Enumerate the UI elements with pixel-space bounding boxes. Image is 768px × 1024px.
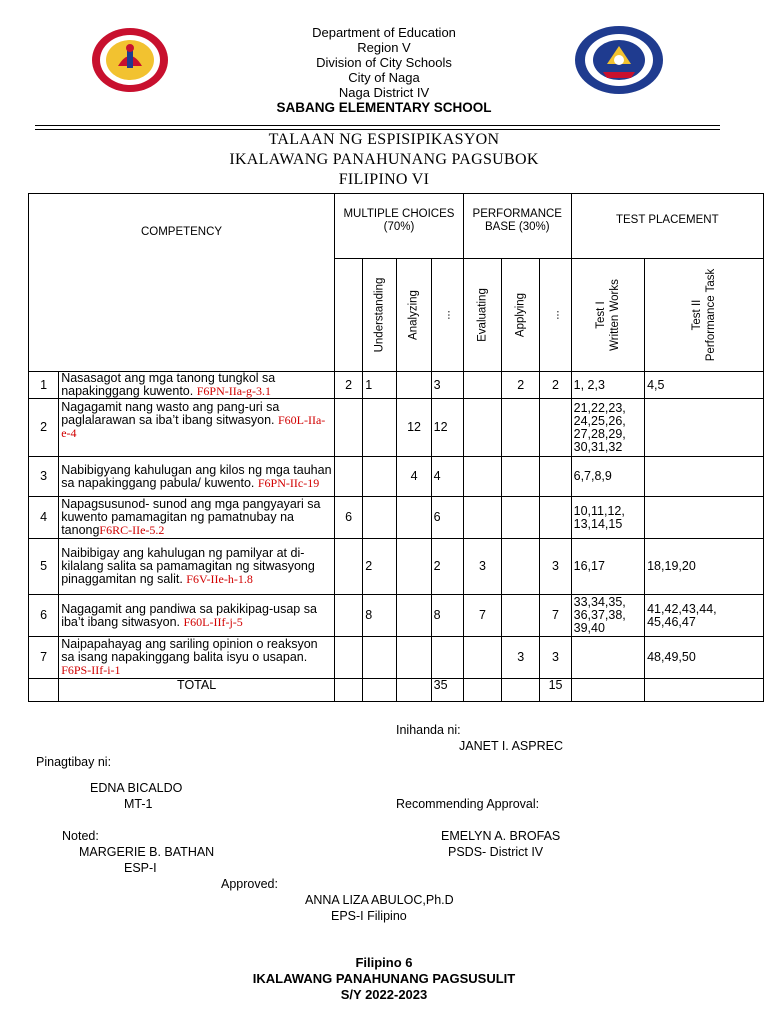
table-row	[29, 399, 764, 457]
sub-header-analyzing	[397, 259, 431, 372]
test2-sublabel: Performance Task	[705, 268, 718, 362]
total-c1	[335, 679, 363, 702]
header-test-placement: TEST PLACEMENT	[571, 194, 763, 259]
cell-c5	[463, 399, 501, 457]
row-number: 7	[29, 637, 59, 679]
cell-c7: 3	[540, 637, 571, 679]
total-t1	[571, 679, 644, 702]
recommending-approval-label: Recommending Approval:	[396, 797, 540, 811]
cell-c1	[335, 595, 363, 637]
cell-test1: 1, 2,3	[571, 372, 644, 399]
sub-header-test1-text	[594, 279, 622, 351]
cell-c1	[335, 399, 363, 457]
row-number: 5	[29, 539, 59, 595]
cell-c6: 3	[502, 637, 540, 679]
sub-header-blank	[335, 259, 363, 372]
specification-table	[28, 193, 764, 702]
cell-c3	[397, 497, 431, 539]
total-performance-base: 15	[540, 679, 571, 702]
total-c2	[363, 679, 397, 702]
cell-test2	[645, 457, 764, 497]
competency-cell	[59, 372, 335, 399]
total-label: TOTAL	[59, 679, 335, 702]
cell-c1: 2	[335, 372, 363, 399]
competency-text: Nagagamit nang wasto ang pang-uri sa paglalarawan sa iba’t ibang sitwasyon.	[61, 400, 280, 427]
sub-header-test2	[645, 259, 764, 372]
table-row	[29, 497, 764, 539]
cell-c3: 12	[397, 399, 431, 457]
cell-c4: 12	[431, 399, 463, 457]
competency-code: F6RC-IIe-5.2	[99, 523, 165, 537]
competency-text: Napagsusunod- sunod ang mga pangyayari sa kuwento pamamagitan ng pamatnubay na tanong	[61, 497, 321, 537]
cell-c3	[397, 637, 431, 679]
competency-code: F6PS-IIf-i-1	[61, 663, 121, 677]
sub-header-understanding-text: Understanding	[373, 277, 386, 353]
cell-c4: 3	[431, 372, 463, 399]
competency-code: F6PN-IIc-19	[257, 475, 320, 490]
table-row	[29, 637, 764, 679]
sub-header-test2-text	[690, 269, 718, 361]
competency-text: Nagagamit ang pandiwa sa pakikipag-usap sa iba’t ibang sitwasyon.	[61, 601, 317, 629]
header-department: Department of Education	[312, 25, 456, 40]
sub-header-evaluating	[463, 259, 501, 372]
test1-sublabel: Written Works	[608, 279, 621, 351]
cell-c2: 1	[363, 372, 397, 399]
cell-c4	[431, 637, 463, 679]
sub-header-mc-other	[431, 259, 463, 372]
cell-c2: 8	[363, 595, 397, 637]
cell-test2	[645, 399, 764, 457]
table-row	[29, 595, 764, 637]
footer-subject: Filipino 6	[355, 955, 413, 970]
cell-c6	[502, 399, 540, 457]
row-number: 4	[29, 497, 59, 539]
cell-test2: 41,42,43,44, 45,46,47	[645, 595, 764, 637]
cell-test2: 48,49,50	[645, 637, 764, 679]
competency-code: F6V-IIe-h-1.8	[186, 572, 253, 586]
cell-c6	[502, 497, 540, 539]
cell-test1: 16,17	[571, 539, 644, 595]
cell-c4: 6	[431, 497, 463, 539]
attested-by-label: Pinagtibay ni:	[36, 755, 112, 769]
sub-header-analyzing-text: Analyzing	[407, 290, 420, 340]
footer-school-year: S/Y 2022-2023	[340, 987, 428, 1002]
cell-c3	[397, 595, 431, 637]
header-divider	[35, 125, 720, 126]
header-region: Region V	[357, 40, 411, 55]
cell-c2	[363, 457, 397, 497]
cell-c7	[540, 457, 571, 497]
row-number: 1	[29, 372, 59, 399]
total-c3	[397, 679, 431, 702]
cell-test1	[571, 637, 644, 679]
table-row	[29, 457, 764, 497]
competency-text: Nabibigyang kahulugan ang kilos ng mga tauhan sa napakinggang pabula/ kuwento.	[61, 462, 332, 490]
competency-cell	[59, 399, 335, 457]
cell-c5	[463, 372, 501, 399]
cell-c1	[335, 457, 363, 497]
sub-header-pb-other	[540, 259, 571, 372]
noted-by-name: MARGERIE B. BATHAN	[79, 845, 215, 859]
recommending-position: PSDS- District IV	[448, 845, 544, 859]
cell-c5: 3	[463, 539, 501, 595]
cell-c3	[397, 539, 431, 595]
competency-text: Naipapahayag ang sariling opinion o reaksyon sa isang napakinggang balita isyu o usapan.	[61, 637, 318, 664]
test1-label: Test I	[594, 301, 607, 329]
cell-c6	[502, 539, 540, 595]
row-number: 6	[29, 595, 59, 637]
header-multiple-choices: MULTIPLE CHOICES (70%)	[335, 194, 464, 259]
competency-cell	[59, 595, 335, 637]
cell-test2: 18,19,20	[645, 539, 764, 595]
cell-c4: 8	[431, 595, 463, 637]
title-panahunan: IKALAWANG PANAHUNANG PAGSUBOK	[229, 151, 539, 168]
cell-test1: 33,34,35, 36,37,38, 39,40	[571, 595, 644, 637]
sub-header-test1	[571, 259, 644, 372]
prepared-by-name: JANET I. ASPREC	[459, 739, 563, 753]
sub-header-understanding	[363, 259, 397, 372]
noted-label: Noted:	[62, 829, 99, 843]
recommending-name: EMELYN A. BROFAS	[441, 829, 561, 843]
total-c6	[502, 679, 540, 702]
footer-exam-title: IKALAWANG PANAHUNANG PAGSUSULIT	[252, 971, 516, 986]
cell-c1	[335, 539, 363, 595]
prepared-by-label: Inihanda ni:	[396, 723, 461, 737]
total-c5	[463, 679, 501, 702]
header-divider-thin	[35, 129, 720, 130]
cell-c6	[502, 457, 540, 497]
approved-label: Approved:	[221, 877, 278, 891]
cell-test2	[645, 497, 764, 539]
cell-c3	[397, 372, 431, 399]
attested-by-name: EDNA BICALDO	[90, 781, 183, 795]
cell-c2	[363, 637, 397, 679]
table-row	[29, 372, 764, 399]
test2-label: Test II	[691, 299, 704, 331]
competency-code: F60L-IIa-e-4	[61, 413, 326, 440]
header-performance-base: PERFORMANCE BASE (30%)	[463, 194, 571, 259]
cell-c2: 2	[363, 539, 397, 595]
sub-header-applying-text: Applying	[514, 292, 527, 338]
row-number: 2	[29, 399, 59, 457]
cell-c6: 2	[502, 372, 540, 399]
cell-c7	[540, 497, 571, 539]
cell-c2	[363, 399, 397, 457]
sub-header-pb-other-text: ...	[549, 310, 562, 320]
competency-cell	[59, 497, 335, 539]
cell-c3: 4	[397, 457, 431, 497]
cell-c4: 4	[431, 457, 463, 497]
header-city: City of Naga	[348, 70, 420, 85]
noted-by-position: ESP-I	[124, 861, 157, 875]
cell-c6	[502, 595, 540, 637]
cell-test1: 6,7,8,9	[571, 457, 644, 497]
cell-c7	[540, 399, 571, 457]
total-blank	[29, 679, 59, 702]
cell-c1	[335, 637, 363, 679]
table-row	[29, 539, 764, 595]
attested-by-position: MT-1	[124, 797, 153, 811]
competency-cell	[59, 539, 335, 595]
competency-cell	[59, 457, 335, 497]
header-competency: COMPETENCY	[29, 194, 335, 372]
header-district: Naga District IV	[338, 85, 430, 100]
competency-text: Naibibigay ang kahulugan ng pamilyar at di-kilalang salita sa pamamagitan ng sitwasyong pinaggamitan ng salit.	[61, 546, 315, 586]
total-row	[29, 679, 764, 702]
competency-code: F6PN-IIa-g-3.1	[196, 384, 272, 398]
cell-c7: 3	[540, 539, 571, 595]
competency-cell	[59, 637, 335, 679]
sub-header-applying	[502, 259, 540, 372]
cell-test2: 4,5	[645, 372, 764, 399]
cell-c5	[463, 497, 501, 539]
title-talaan: TALAAN NG ESPISIPIKASYON	[268, 131, 500, 148]
sub-header-mc-other-text: ...	[440, 310, 453, 320]
header-school-name: SABANG ELEMENTARY SCHOOL	[276, 100, 492, 115]
sub-header-evaluating-text: Evaluating	[476, 288, 489, 342]
total-t2	[645, 679, 764, 702]
cell-test1: 10,11,12, 13,14,15	[571, 497, 644, 539]
header-division: Division of City Schools	[316, 55, 452, 70]
approved-by-position: EPS-I Filipino	[331, 909, 407, 923]
cell-c1: 6	[335, 497, 363, 539]
cell-c5	[463, 637, 501, 679]
row-number: 3	[29, 457, 59, 497]
competency-code: F60L-IIf-j-5	[183, 614, 243, 629]
cell-c5	[463, 457, 501, 497]
approved-by-name: ANNA LIZA ABULOC,Ph.D	[305, 893, 454, 907]
cell-c7: 7	[540, 595, 571, 637]
total-multiple-choice: 35	[431, 679, 463, 702]
cell-c2	[363, 497, 397, 539]
cell-c5: 7	[463, 595, 501, 637]
title-subject: FILIPINO VI	[338, 171, 430, 188]
cell-c4: 2	[431, 539, 463, 595]
competency-text: Nasasagot ang mga tanong tungkol sa napakinggang kuwento.	[61, 371, 276, 398]
cell-test1: 21,22,23, 24,25,26, 27,28,29, 30,31,32	[571, 399, 644, 457]
cell-c7: 2	[540, 372, 571, 399]
